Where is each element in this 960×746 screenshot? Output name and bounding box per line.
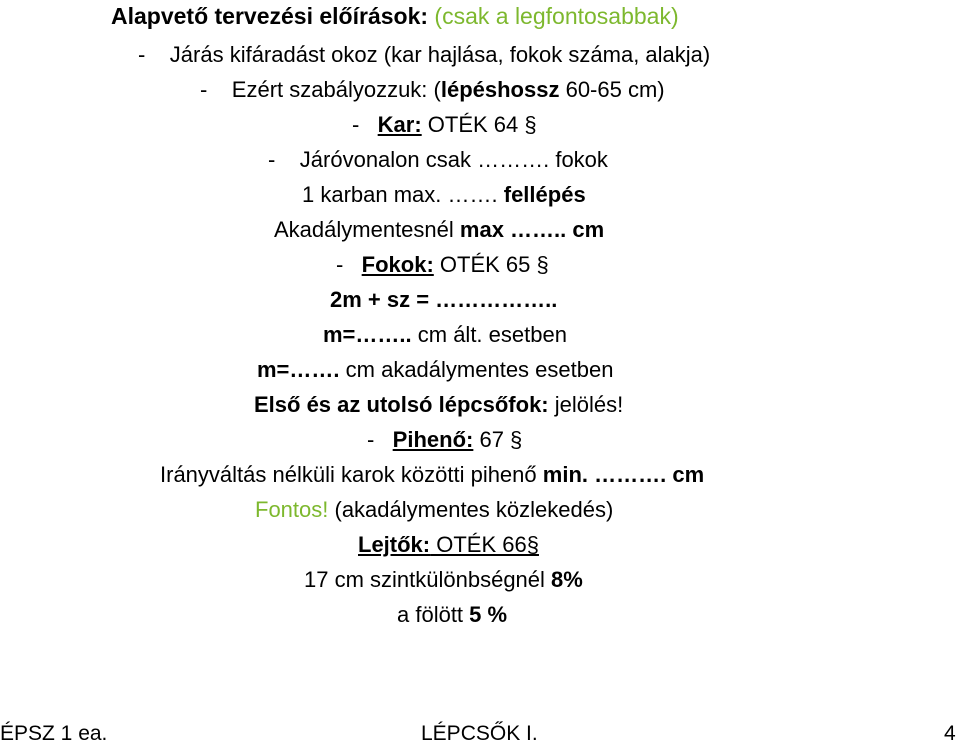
- line-m-akadaly: [257, 357, 613, 383]
- line-regulation: [200, 77, 665, 103]
- footer-page-number: 4: [944, 722, 956, 745]
- m-akadaly-rest: cm akadálymentes esetben: [339, 357, 614, 382]
- line-afolott: [397, 602, 507, 628]
- m-alt-rest: cm ált. esetben: [411, 322, 567, 347]
- szintkulonbseg-bold: 8%: [551, 567, 583, 592]
- iranyvaltas-bold: min. ………. cm: [542, 462, 705, 487]
- afolott-bold: 5 %: [469, 602, 508, 627]
- piheno-rest: 67 §: [473, 427, 523, 452]
- line-akadalymentes: [274, 217, 604, 243]
- regulation-post: 60-65 cm): [559, 77, 665, 102]
- lejtok-label: Lejtők:: [358, 532, 431, 557]
- line-szintkulonbseg: [304, 567, 583, 593]
- regulation-bold: lépéshossz: [440, 77, 560, 102]
- line-elso-utolso: [254, 392, 623, 418]
- line-fatigue: [138, 42, 710, 68]
- line-iranyvaltas: [160, 462, 704, 488]
- akadalymentes-bold: max …….. cm: [459, 217, 605, 242]
- line-lejtok: [358, 532, 539, 558]
- dash: -: [336, 252, 344, 277]
- line-fokok: [336, 252, 549, 278]
- line-piheno: [367, 427, 522, 453]
- fatigue-text: Járás kifáradást okoz (kar hajlása, fokok száma, alakja): [169, 42, 711, 67]
- regulation-pre: Ezért szabályozzuk: (: [231, 77, 441, 102]
- akadalymentes-pre: Akadálymentesnél: [274, 217, 460, 242]
- kar-label: Kar:: [377, 112, 422, 137]
- line-m-alt: [323, 322, 567, 348]
- line-jarovonal: [268, 147, 608, 173]
- line-kar: [352, 112, 537, 138]
- elso-utolso-bold: Első és az utolsó lépcsőfok:: [254, 392, 549, 417]
- fontos-label: Fontos!: [255, 497, 329, 522]
- line-fontos: [255, 497, 613, 523]
- kar-rest: OTÉK 64 §: [421, 112, 537, 137]
- line-formula: 2m + sz = ……………..: [330, 287, 558, 312]
- karban-bold: fellépés: [503, 182, 586, 207]
- fontos-rest: (akadálymentes közlekedés): [328, 497, 614, 522]
- page-title: [111, 3, 679, 29]
- piheno-label: Pihenő:: [392, 427, 474, 452]
- dash: -: [352, 112, 360, 137]
- footer-center: LÉPCSŐK I.: [421, 722, 538, 745]
- fokok-label: Fokok:: [361, 252, 434, 277]
- iranyvaltas-pre: Irányváltás nélküli karok közötti pihenő: [160, 462, 543, 487]
- karban-pre: 1 karban max. …….: [302, 182, 504, 207]
- dash: -: [200, 77, 208, 102]
- lejtok-rest: OTÉK 66§: [430, 532, 539, 557]
- footer-left: ÉPSZ 1 ea.: [0, 722, 108, 745]
- title-highlight: (csak a legfontosabbak): [434, 3, 679, 29]
- line-karban: [302, 182, 586, 208]
- title-main: Alapvető tervezési előírások:: [111, 3, 429, 29]
- afolott-pre: a fölött: [397, 602, 470, 627]
- dash: -: [268, 147, 276, 172]
- elso-utolso-rest: jelölés!: [548, 392, 624, 417]
- m-alt-bold: m=……..: [323, 322, 412, 347]
- szintkulonbseg-pre: 17 cm szintkülönbségnél: [304, 567, 552, 592]
- dash: -: [367, 427, 375, 452]
- m-akadaly-bold: m=…….: [257, 357, 340, 382]
- fokok-rest: OTÉK 65 §: [433, 252, 549, 277]
- dash: -: [138, 42, 146, 67]
- jarovonal-text: Járóvonalon csak ………. fokok: [299, 147, 608, 172]
